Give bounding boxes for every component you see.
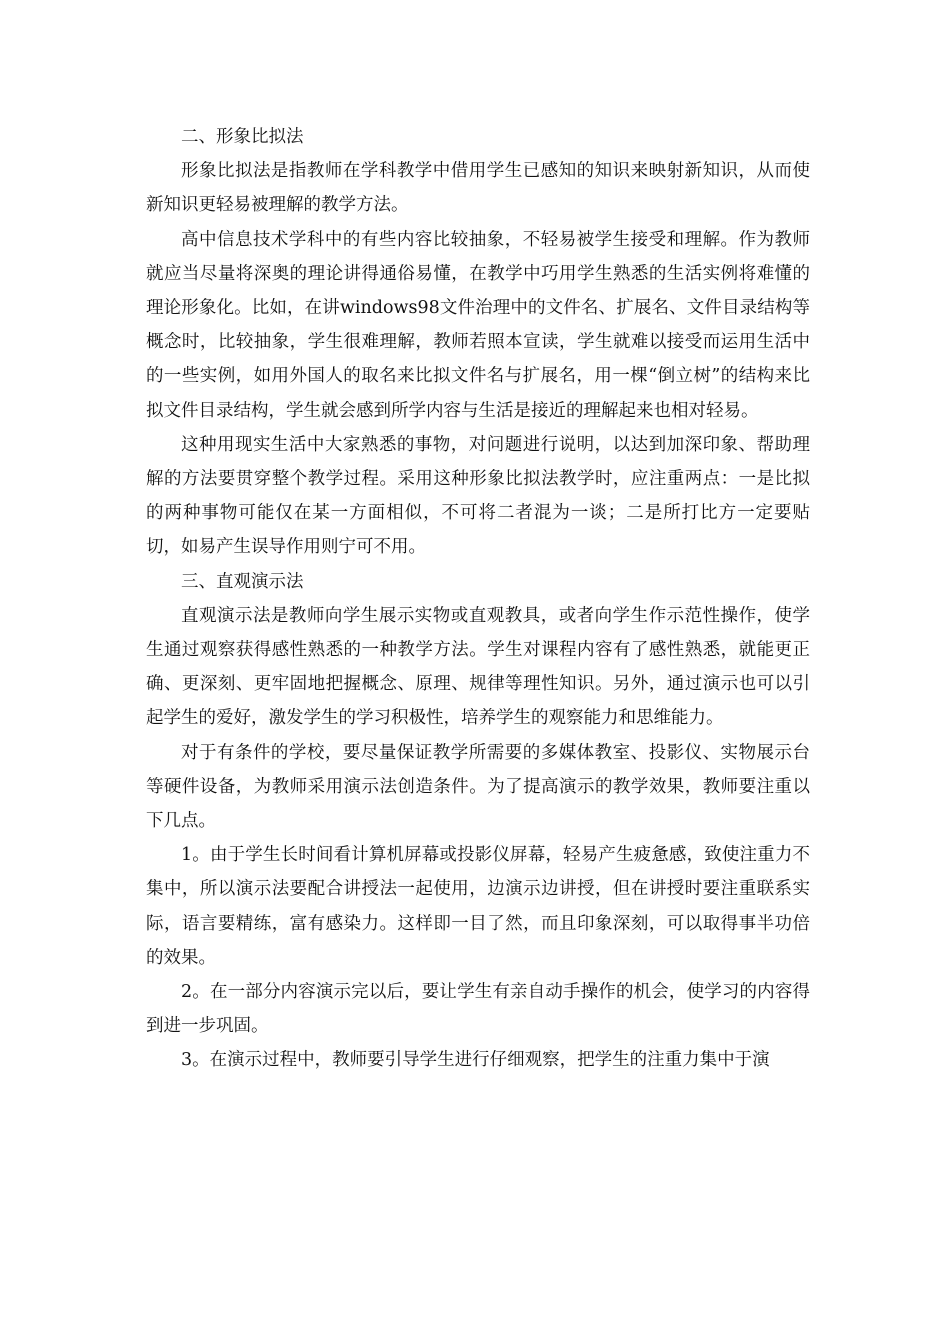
section-heading-2: 二、形象比拟法 — [181, 127, 304, 147]
list-item: 3。在演示过程中，教师要引导学生进行仔细观察，把学生的注重力集中于演 — [181, 1050, 770, 1071]
paragraph: 对于有条件的学校，要尽量保证教学所需要的多媒体教室、投影仪、实物展示台等硬件设备，为教师采用演示法创造条件。为了提高演示的教学效果，教师要注重以下几点。 — [146, 742, 810, 832]
list-item: 2。在一部分内容演示完以后，要让学生有亲自动手操作的机会，使学习的内容得到进一步巩固。 — [146, 982, 810, 1037]
paragraph: 形象比拟法是指教师在学科教学中借用学生已感知的知识来映射新知识，从而使新知识更轻易被理解的教学方法。 — [146, 161, 810, 216]
paragraph: 直观演示法是教师向学生展示实物或直观教具，或者向学生作示范性操作，使学生通过观察获得感性熟悉的一种教学方法。学生对课程内容有了感性熟悉，就能更正确、更深刻、更牢固地把握概念、原理、规律等理性知识。另外，通过演示也可以引起学生的爱好，激发学生的学习积极性，培养学生的观察能力和思维能力。 — [146, 605, 810, 729]
section-heading-3: 三、直观演示法 — [181, 571, 304, 592]
list-item: 1。由于学生长时间看计算机屏幕或投影仪屏幕，轻易产生疲惫感，致使注重力不集中，所以演示法要配合讲授法一起使用，边演示边讲授，但在讲授时要注重联系实际，语言要精练，富有感染力。这样即一目了然，而且印象深刻，可以取得事半功倍的效果。 — [146, 845, 810, 968]
paragraph: 这种用现实生活中大家熟悉的事物，对问题进行说明，以达到加深印象、帮助理解的方法要贯穿整个教学过程。采用这种形象比拟法教学时，应注重两点：一是比拟的两种事物可能仅在某一方面相似，不可将二者混为一谈；二是所打比方一定要贴切，如易产生误导作用则宁可不用。 — [146, 434, 810, 558]
paragraph: 高中信息技术学科中的有些内容比较抽象，不轻易被学生接受和理解。作为教师就应当尽量将深奥的理论讲得通俗易懂，在教学中巧用学生熟悉的生活实例将难懂的理论形象化。比如，在讲windows98文件治理中的文件名、扩展名、文件目录结构等概念时，比较抽象，学生很难理解，教师若照本宣读，学生就难以接受而运用生活中的一些实例，如用外国人的取名来比拟文件名与扩展名，用一棵“倒立树”的结构来比拟文件目录结构，学生就会感到所学内容与生活是接近的理解起来也相对轻易。 — [146, 229, 810, 421]
document-body — [146, 120, 810, 1078]
